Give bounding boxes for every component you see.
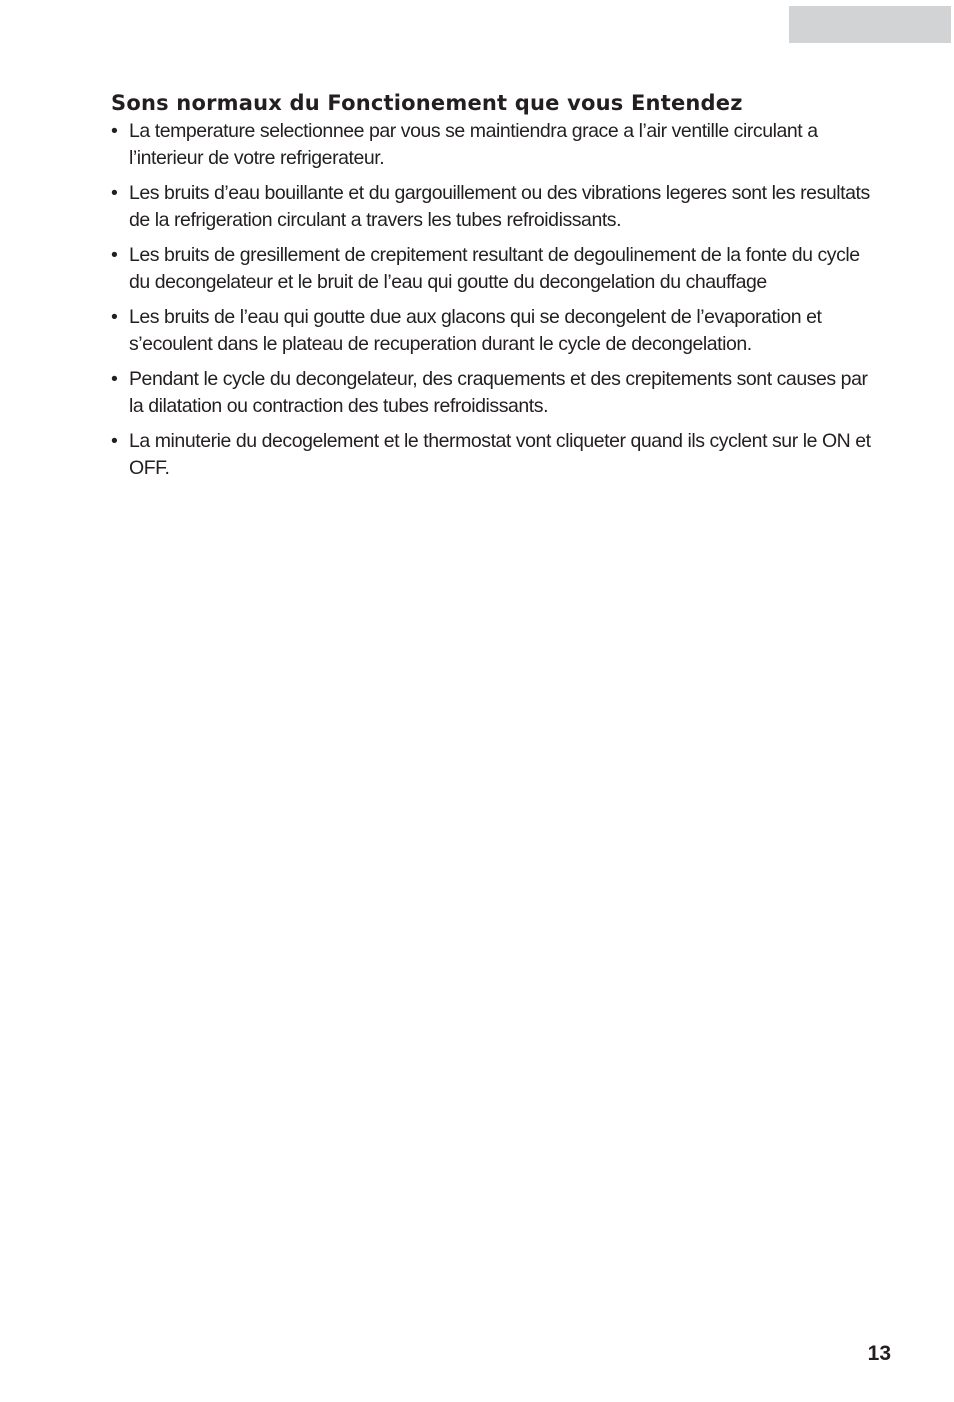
list-item-text: Pendant le cycle du decongelateur, des craquements et des crepitements sont causes par la dilatation ou contraction des tubes refroidissants. [129,368,868,417]
list-item-text: La temperature selectionnee par vous se maintiendra grace a l’air ventille circulant a l’interieur de votre refrigerateur. [129,120,818,169]
corner-language-tab [789,6,951,43]
bullet-icon: • [111,244,118,266]
bullet-icon: • [111,430,118,452]
list-item-text: Les bruits de gresillement de crepitement resultant de degoulinement de la fonte du cycle du decongelateur et le bruit de l’eau qui goutte du decongelation du chauffage [129,244,860,293]
list-item [111,242,871,296]
bullet-list [111,118,871,482]
bullet-icon: • [111,120,118,142]
list-item [111,118,871,172]
bullet-icon: • [111,306,118,328]
bullet-icon: • [111,368,118,390]
list-item-text: La minuterie du decogelement et le thermostat vont cliqueter quand ils cyclent sur le ON et OFF. [129,430,871,479]
list-item [111,304,871,358]
list-item [111,180,871,234]
list-item-text: Les bruits de l’eau qui goutte due aux glacons qui se decongelent de l’evaporation et s’ecoulent dans le plateau de recuperation durant le cycle de decongelation. [129,306,822,355]
page-content [111,88,871,490]
section-title: Sons normaux du Fonctionement que vous Entendez [111,91,743,115]
page-number: 13 [867,1342,891,1365]
list-item-text: Les bruits d’eau bouillante et du gargouillement ou des vibrations legeres sont les resultats de la refrigeration circulant a travers les tubes refroidissants. [129,182,870,231]
list-item [111,428,871,482]
list-item [111,366,871,420]
bullet-icon: • [111,182,118,204]
